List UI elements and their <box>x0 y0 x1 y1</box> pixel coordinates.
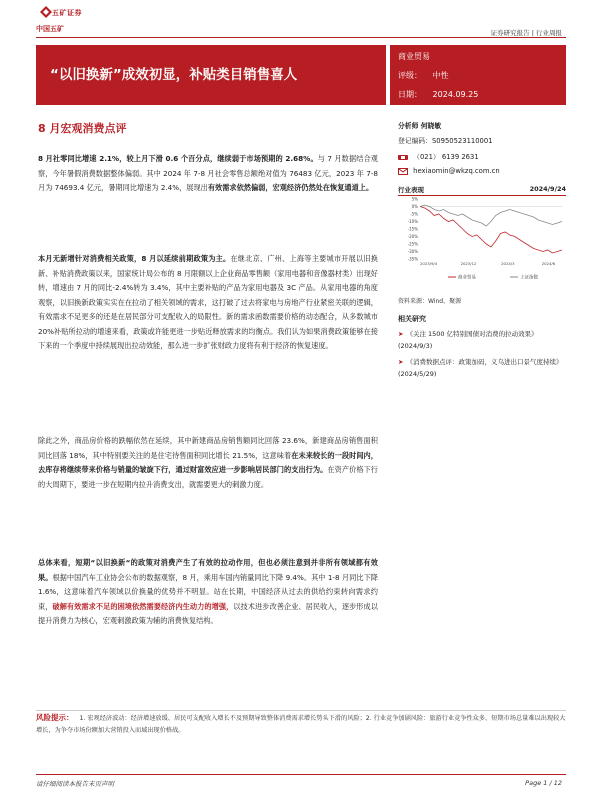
y-tick-label: -10% <box>407 219 418 224</box>
p3-emphasis: 在未来较长的一段时间内，去库存将继续带来价格与销量的皱旋下行，通过财富效应进一步影响居民部门的支出行为。 <box>38 450 378 474</box>
industry-name: 商业贸易 <box>398 52 430 61</box>
p3-tail: 在资产价格下行的大周期下，要进一步在短期内拉升消费支出，就需要更大的刺激力度。 <box>38 465 378 489</box>
risk-label: 风险提示： <box>36 713 74 722</box>
email-icon <box>398 168 408 175</box>
analyst-email-row <box>398 167 500 175</box>
risk-text: 1. 宏观经济波动：经济增速放缓、居民可支配收入增长不及预期导致整体消费需求增长势头下滑的风险；2. 行业竞争加剧风险：旅游行业竞争性众多、短期市场总量难以出现较大增长，为争夺市场份额加大营销投入而域出现价格战。 <box>36 715 566 734</box>
x-tick-label: 2024/6 <box>541 261 556 266</box>
analyst-email[interactable]: hexiaomin@wkzq.com.cn <box>413 167 500 175</box>
paragraph-3 <box>38 434 378 492</box>
report-title: “以旧换新”成效初显，补贴类目销售喜人 <box>50 67 298 83</box>
p4-emphasis: 破解有效需求不足的困境依然需要经济内生动力的增强， <box>52 601 234 611</box>
legend-label: 商业贸易 <box>458 275 476 281</box>
related-item-2[interactable] <box>398 356 568 380</box>
analyst-phone: （021） 6139 2631 <box>413 153 479 161</box>
rating-value: 中性 <box>432 71 449 80</box>
p3-text: 除此之外，商品房价格的跌幅依然在延续，其中新建商品房销售额同比回落 23.6%，新建商品房销售面积同比回落 18%，其中特别要关注的是住宅待售面积同比增长 21.5%，这意味着 <box>38 436 378 460</box>
p4-lead: 总体来看，短期“以旧换新“的政策对消费产生了有效的拉动作用，但也必须注意到并非所有领域都有效果。 <box>38 558 378 582</box>
p2-lead: 本月无新增针对消费相关政策，8 月以延续前期政策为主。 <box>38 254 231 263</box>
legend-label: 上证指数 <box>520 275 538 281</box>
bullet-icon: ➤ <box>398 358 404 366</box>
chart-header <box>398 185 566 194</box>
footer-divider <box>36 774 566 775</box>
report-type: 证券研究报告 | 行业周报 <box>490 29 562 37</box>
analyst-license: 登记编码：S0950523110001 <box>398 137 493 145</box>
paragraph-2 <box>38 252 378 354</box>
related-item-1[interactable] <box>398 328 568 352</box>
risk-divider <box>36 710 566 711</box>
related-item-2-text[interactable]: 《消费数据点评：政策加码，义乌进出口景气度持续》(2024/5/29) <box>398 358 563 378</box>
rating-label: 评级： <box>398 71 422 80</box>
rating-box <box>390 45 566 105</box>
y-tick-label: -15% <box>407 226 418 232</box>
chart-divider <box>398 195 566 196</box>
x-tick-label: 2024/3 <box>501 261 515 266</box>
chart-plot <box>398 197 566 287</box>
rating-row <box>398 70 449 81</box>
chart-source: 资料来源：Wind，聚源 <box>398 298 462 305</box>
paragraph-1 <box>38 152 378 196</box>
chart-title: 行业表现 <box>398 186 424 194</box>
series-line-industry <box>420 207 562 254</box>
y-tick-label: -25% <box>407 241 418 247</box>
paragraph-4 <box>38 556 378 629</box>
date-row <box>398 89 478 100</box>
p4-text: 根据中国汽车工业协会公布的数据观察，8 月，乘用车国内销量同比下降 9.4%。其中 1-8 月同比下降 1.6%，这意味着汽车领域以价换量的优势并不明显。站在长期，中国经济从过去的供给约束转向需求约束， <box>38 572 378 611</box>
header-divider <box>36 37 566 38</box>
y-tick-label: -35% <box>407 256 418 262</box>
bullet-icon: ➤ <box>398 330 404 338</box>
date-value: 2024.09.25 <box>432 90 479 99</box>
p2-text: 在继北京、广州、上海等主要城市开展以旧换新、补贴消费政策以来，国家统计局公布的 8 月限额以上企业商品零售额（家用电器和音像器材类）出现好转，增速由 7 月的同比-2.4%转为 3.4%，其中主要补贴的产品为家用电器及 3C 产品。从家用电器的角度观察，以旧换新政策实实在在拉动了相关领域的需求，这打破了过去将家电与房地产行业紧密关联的逻辑，有效需求不足更多的还是在居民部分可支配收入的局限性。新的需求函数需要价格的动态配合，从多数城市 20%补贴所拉动的增速来看，政策或许能更进一步贴近释放需求的均衡点。我们认为如果消费政策能够在接下来的一个季度中持续展现出拉动效能，那么进一步扩张财政力度将有利于经济的恢复速度。 <box>38 254 378 350</box>
date-label: 日期： <box>398 90 422 99</box>
y-tick-label: 5% <box>411 197 418 202</box>
chart-date: 2024/9/24 <box>529 185 566 193</box>
section-title: 8 月宏观消费点评 <box>38 122 127 135</box>
page-header <box>0 0 600 38</box>
y-tick-label: -20% <box>407 234 418 239</box>
phone-icon <box>398 154 408 161</box>
title-banner <box>36 45 386 105</box>
analyst-name: 分析师 何晓敏 <box>398 122 442 130</box>
y-tick-label: 0% <box>411 204 418 209</box>
industry-performance-chart <box>398 185 566 288</box>
risk-warning <box>36 712 566 737</box>
footer-disclaimer: 请仔细阅读本报告末页声明 <box>36 780 114 788</box>
x-tick-label: 2023/9/4 <box>420 261 438 266</box>
p1-text: 与 7 月数据结合观察，今年暑假消费数据整体偏弱。其中 2024 年 7-8 月社会零售总额绝对值为 76483 亿元，2023 年 7-8 月为 74693.4 亿元，暑期同比增速为 2.4%，展现出 <box>38 154 378 192</box>
p1-lead: 8 月社零同比增速 2.1%，较上月下滑 0.6 个百分点，继续弱于市场预期的 2.68%。 <box>38 154 318 163</box>
p4-tail: 以技术进步改善企业、居民收入，逐步形成以提升消费力为核心，宏观刺激政策为辅的消费恢复结构。 <box>38 601 378 625</box>
page-number: Page 1 / 12 <box>525 779 562 787</box>
brand-name: 五矿证券 <box>52 9 82 17</box>
related-item-1-text[interactable]: 《关注 1500 亿特别国债对消费的拉动效果》(2024/9/3) <box>398 330 538 350</box>
p1-emphasis: 有效需求依然偏弱，宏观经济仍然处在恢复通道上。 <box>207 183 374 192</box>
related-title: 相关研究 <box>398 315 426 323</box>
y-tick-label: -30% <box>407 249 418 254</box>
analyst-phone-row <box>398 151 479 161</box>
x-tick-label: 2023/12 <box>460 261 477 266</box>
y-tick-label: -5% <box>410 211 418 217</box>
series-line-index <box>420 205 562 226</box>
brand-sub: 中国五矿 <box>36 25 64 33</box>
